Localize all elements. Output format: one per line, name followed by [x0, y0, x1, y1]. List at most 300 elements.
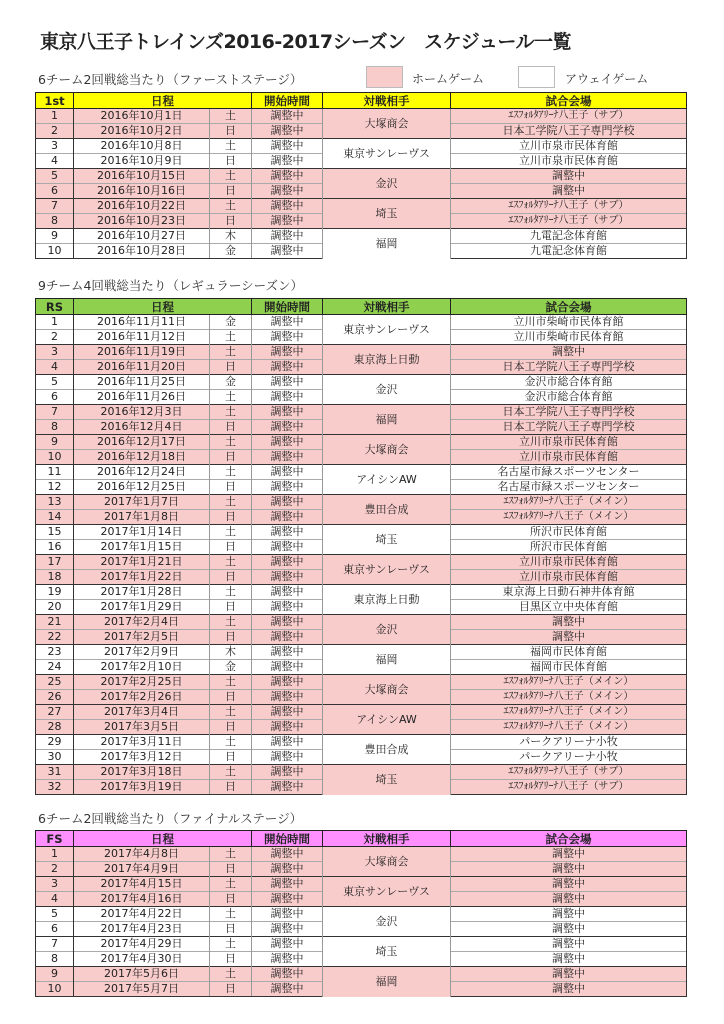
game-opponent: 埼玉	[323, 765, 451, 795]
game-opponent: アイシンAW	[323, 465, 451, 495]
header-opponent: 対戦相手	[323, 831, 451, 847]
table-row	[36, 877, 687, 892]
game-opponent: 東京サンレーヴス	[323, 555, 451, 585]
game-date: 2017年5月7日	[74, 982, 210, 997]
game-start-time: 調整中	[252, 660, 323, 675]
table-row	[36, 139, 687, 154]
game-weekday: 日	[210, 184, 252, 199]
game-opponent: 大塚商会	[323, 435, 451, 465]
header-row	[36, 93, 687, 109]
game-number: 12	[36, 480, 74, 495]
game-venue: 立川市泉市民体育館	[451, 555, 687, 570]
game-start-time: 調整中	[252, 450, 323, 465]
game-weekday: 日	[210, 360, 252, 375]
game-venue: 調整中	[451, 630, 687, 645]
section-label-regular-season: 9チーム4回戦総当たり（レギュラーシーズン）	[38, 278, 304, 293]
section-label-final-stage: 6チーム2回戦総当たり（ファイナルステージ）	[38, 811, 303, 826]
header-opponent: 対戦相手	[323, 299, 451, 315]
game-number: 15	[36, 525, 74, 540]
game-weekday: 木	[210, 645, 252, 660]
game-start-time: 調整中	[252, 510, 323, 525]
game-number: 7	[36, 405, 74, 420]
game-weekday: 日	[210, 480, 252, 495]
game-start-time: 調整中	[252, 952, 323, 967]
table-row	[36, 555, 687, 570]
game-weekday: 金	[210, 660, 252, 675]
game-venue: 福岡市民体育館	[451, 645, 687, 660]
game-date: 2016年10月22日	[74, 199, 210, 214]
game-date: 2016年10月2日	[74, 124, 210, 139]
game-opponent: 福岡	[323, 229, 451, 259]
game-number: 17	[36, 555, 74, 570]
game-number: 4	[36, 892, 74, 907]
game-date: 2017年1月14日	[74, 525, 210, 540]
game-start-time: 調整中	[252, 750, 323, 765]
header-venue: 試合会場	[451, 93, 687, 109]
game-date: 2016年11月20日	[74, 360, 210, 375]
game-date: 2017年3月12日	[74, 750, 210, 765]
table-row	[36, 967, 687, 982]
game-number: 9	[36, 229, 74, 244]
game-start-time: 調整中	[252, 525, 323, 540]
table-row	[36, 765, 687, 780]
game-date: 2017年1月15日	[74, 540, 210, 555]
game-start-time: 調整中	[252, 495, 323, 510]
game-venue: ｴｽﾌｫﾙﾀｱﾘｰﾅ八王子（サブ）	[451, 765, 687, 780]
table-row	[36, 735, 687, 750]
game-start-time: 調整中	[252, 555, 323, 570]
header-venue: 試合会場	[451, 299, 687, 315]
game-date: 2016年11月11日	[74, 315, 210, 330]
game-date: 2016年11月12日	[74, 330, 210, 345]
game-date: 2017年2月25日	[74, 675, 210, 690]
game-weekday: 土	[210, 109, 252, 124]
game-start-time: 調整中	[252, 877, 323, 892]
game-start-time: 調整中	[252, 465, 323, 480]
header-section-code: FS	[36, 831, 74, 847]
game-date: 2017年4月8日	[74, 847, 210, 862]
game-start-time: 調整中	[252, 540, 323, 555]
game-number: 27	[36, 705, 74, 720]
game-number: 8	[36, 420, 74, 435]
game-date: 2016年11月19日	[74, 345, 210, 360]
game-start-time: 調整中	[252, 982, 323, 997]
table-row	[36, 345, 687, 360]
game-venue: 調整中	[451, 877, 687, 892]
game-number: 18	[36, 570, 74, 585]
game-number: 24	[36, 660, 74, 675]
game-date: 2017年2月9日	[74, 645, 210, 660]
game-weekday: 日	[210, 214, 252, 229]
game-number: 4	[36, 360, 74, 375]
game-number: 3	[36, 877, 74, 892]
final-stage-table	[35, 830, 687, 997]
game-opponent: 大塚商会	[323, 675, 451, 705]
table-row	[36, 435, 687, 450]
game-start-time: 調整中	[252, 862, 323, 877]
game-start-time: 調整中	[252, 390, 323, 405]
header-section-code: 1st	[36, 93, 74, 109]
game-opponent: 東京サンレーヴス	[323, 315, 451, 345]
game-venue: 調整中	[451, 615, 687, 630]
game-opponent: 大塚商会	[323, 847, 451, 877]
game-venue: 東京海上日動石神井体育館	[451, 585, 687, 600]
table-row	[36, 675, 687, 690]
game-venue: 九電記念体育館	[451, 229, 687, 244]
header-opponent: 対戦相手	[323, 93, 451, 109]
table-row	[36, 705, 687, 720]
game-venue: ｴｽﾌｫﾙﾀｱﾘｰﾅ八王子（メイン）	[451, 495, 687, 510]
game-weekday: 土	[210, 967, 252, 982]
game-weekday: 日	[210, 892, 252, 907]
game-date: 2017年1月28日	[74, 585, 210, 600]
game-weekday: 土	[210, 675, 252, 690]
game-start-time: 調整中	[252, 244, 323, 259]
game-date: 2016年10月15日	[74, 169, 210, 184]
game-venue: 所沢市民体育館	[451, 540, 687, 555]
game-opponent: 金沢	[323, 615, 451, 645]
game-venue: 日本工学院八王子専門学校	[451, 360, 687, 375]
game-start-time: 調整中	[252, 480, 323, 495]
game-start-time: 調整中	[252, 765, 323, 780]
table-row	[36, 465, 687, 480]
game-date: 2017年4月23日	[74, 922, 210, 937]
game-weekday: 土	[210, 937, 252, 952]
game-opponent: 埼玉	[323, 199, 451, 229]
game-weekday: 日	[210, 450, 252, 465]
game-date: 2016年12月24日	[74, 465, 210, 480]
game-number: 5	[36, 907, 74, 922]
game-date: 2017年4月22日	[74, 907, 210, 922]
game-venue: 日本工学院八王子専門学校	[451, 124, 687, 139]
game-number: 6	[36, 184, 74, 199]
game-date: 2016年12月4日	[74, 420, 210, 435]
game-venue: 調整中	[451, 967, 687, 982]
game-date: 2017年2月4日	[74, 615, 210, 630]
game-weekday: 土	[210, 585, 252, 600]
game-weekday: 土	[210, 465, 252, 480]
game-date: 2016年11月26日	[74, 390, 210, 405]
game-weekday: 土	[210, 877, 252, 892]
game-weekday: 土	[210, 495, 252, 510]
game-start-time: 調整中	[252, 600, 323, 615]
game-start-time: 調整中	[252, 630, 323, 645]
header-start-time: 開始時間	[252, 93, 323, 109]
game-opponent: 豊田合成	[323, 495, 451, 525]
game-weekday: 日	[210, 540, 252, 555]
game-venue: 調整中	[451, 922, 687, 937]
game-weekday: 日	[210, 154, 252, 169]
game-opponent: 埼玉	[323, 525, 451, 555]
game-date: 2016年10月8日	[74, 139, 210, 154]
game-venue: 名古屋市緑スポーツセンター	[451, 465, 687, 480]
table-row	[36, 315, 687, 330]
game-number: 20	[36, 600, 74, 615]
game-weekday: 日	[210, 982, 252, 997]
game-weekday: 土	[210, 555, 252, 570]
game-opponent: 東京海上日動	[323, 585, 451, 615]
table-row	[36, 199, 687, 214]
header-venue: 試合会場	[451, 831, 687, 847]
game-date: 2016年10月23日	[74, 214, 210, 229]
game-venue: 調整中	[451, 169, 687, 184]
game-date: 2017年4月30日	[74, 952, 210, 967]
game-start-time: 調整中	[252, 937, 323, 952]
game-weekday: 土	[210, 330, 252, 345]
game-venue: ｴｽﾌｫﾙﾀｱﾘｰﾅ八王子（サブ）	[451, 109, 687, 124]
game-number: 10	[36, 450, 74, 465]
game-date: 2017年1月21日	[74, 555, 210, 570]
table-row	[36, 615, 687, 630]
game-venue: 所沢市民体育館	[451, 525, 687, 540]
game-date: 2017年1月22日	[74, 570, 210, 585]
table-row	[36, 907, 687, 922]
game-start-time: 調整中	[252, 360, 323, 375]
regular-season-table	[35, 298, 687, 795]
game-start-time: 調整中	[252, 109, 323, 124]
game-date: 2017年3月5日	[74, 720, 210, 735]
game-start-time: 調整中	[252, 330, 323, 345]
game-weekday: 土	[210, 139, 252, 154]
game-weekday: 金	[210, 315, 252, 330]
table-row	[36, 169, 687, 184]
game-number: 31	[36, 765, 74, 780]
game-number: 19	[36, 585, 74, 600]
game-start-time: 調整中	[252, 735, 323, 750]
game-start-time: 調整中	[252, 720, 323, 735]
game-weekday: 土	[210, 907, 252, 922]
game-number: 10	[36, 982, 74, 997]
game-start-time: 調整中	[252, 229, 323, 244]
game-venue: 立川市泉市民体育館	[451, 435, 687, 450]
game-number: 7	[36, 199, 74, 214]
game-number: 7	[36, 937, 74, 952]
game-date: 2017年4月16日	[74, 892, 210, 907]
game-date: 2016年10月9日	[74, 154, 210, 169]
game-date: 2016年11月25日	[74, 375, 210, 390]
game-number: 5	[36, 169, 74, 184]
game-venue: 立川市泉市民体育館	[451, 139, 687, 154]
legend-home-swatch	[366, 66, 403, 88]
table-row	[36, 495, 687, 510]
legend-away-swatch	[518, 66, 555, 88]
game-weekday: 土	[210, 199, 252, 214]
game-venue: パークアリーナ小牧	[451, 750, 687, 765]
game-weekday: 日	[210, 720, 252, 735]
game-opponent: アイシンAW	[323, 705, 451, 735]
table-row	[36, 585, 687, 600]
game-opponent: 福岡	[323, 405, 451, 435]
game-number: 8	[36, 952, 74, 967]
header-row	[36, 299, 687, 315]
game-weekday: 日	[210, 420, 252, 435]
game-weekday: 土	[210, 390, 252, 405]
game-start-time: 調整中	[252, 585, 323, 600]
game-date: 2017年4月29日	[74, 937, 210, 952]
table-row	[36, 937, 687, 952]
header-date: 日程	[74, 831, 252, 847]
game-start-time: 調整中	[252, 139, 323, 154]
game-date: 2017年3月19日	[74, 780, 210, 795]
game-number: 6	[36, 390, 74, 405]
game-number: 32	[36, 780, 74, 795]
game-number: 1	[36, 847, 74, 862]
game-number: 8	[36, 214, 74, 229]
game-weekday: 日	[210, 510, 252, 525]
header-date: 日程	[74, 299, 252, 315]
game-date: 2016年10月16日	[74, 184, 210, 199]
header-start-time: 開始時間	[252, 831, 323, 847]
game-date: 2016年12月17日	[74, 435, 210, 450]
game-opponent: 福岡	[323, 967, 451, 997]
game-weekday: 日	[210, 690, 252, 705]
game-date: 2016年10月27日	[74, 229, 210, 244]
game-opponent: 金沢	[323, 375, 451, 405]
game-weekday: 日	[210, 600, 252, 615]
game-venue: 調整中	[451, 907, 687, 922]
game-start-time: 調整中	[252, 154, 323, 169]
game-date: 2017年3月18日	[74, 765, 210, 780]
game-number: 5	[36, 375, 74, 390]
game-start-time: 調整中	[252, 345, 323, 360]
game-weekday: 日	[210, 124, 252, 139]
game-opponent: 金沢	[323, 907, 451, 937]
game-number: 6	[36, 922, 74, 937]
game-weekday: 土	[210, 405, 252, 420]
game-weekday: 土	[210, 345, 252, 360]
game-number: 9	[36, 435, 74, 450]
game-venue: 目黒区立中央体育館	[451, 600, 687, 615]
game-start-time: 調整中	[252, 420, 323, 435]
game-start-time: 調整中	[252, 435, 323, 450]
section-label-first-stage: 6チーム2回戦総当たり（ファーストステージ）	[38, 72, 303, 87]
game-venue: 日本工学院八王子専門学校	[451, 405, 687, 420]
game-number: 11	[36, 465, 74, 480]
game-venue: 金沢市総合体育館	[451, 375, 687, 390]
game-weekday: 金	[210, 244, 252, 259]
game-start-time: 調整中	[252, 570, 323, 585]
table-row	[36, 405, 687, 420]
game-start-time: 調整中	[252, 967, 323, 982]
game-date: 2017年5月6日	[74, 967, 210, 982]
game-date: 2017年4月9日	[74, 862, 210, 877]
game-weekday: 木	[210, 229, 252, 244]
game-number: 2	[36, 124, 74, 139]
table-row	[36, 375, 687, 390]
game-venue: 調整中	[451, 184, 687, 199]
page-title: 東京八王子トレインズ2016-2017シーズン スケジュール一覧	[40, 31, 572, 53]
game-weekday: 土	[210, 435, 252, 450]
game-venue: ｴｽﾌｫﾙﾀｱﾘｰﾅ八王子（メイン）	[451, 720, 687, 735]
game-venue: 金沢市総合体育館	[451, 390, 687, 405]
game-date: 2017年2月5日	[74, 630, 210, 645]
game-venue: 調整中	[451, 892, 687, 907]
game-weekday: 土	[210, 705, 252, 720]
game-date: 2017年1月8日	[74, 510, 210, 525]
game-start-time: 調整中	[252, 184, 323, 199]
game-start-time: 調整中	[252, 645, 323, 660]
game-start-time: 調整中	[252, 675, 323, 690]
game-venue: 立川市泉市民体育館	[451, 570, 687, 585]
game-start-time: 調整中	[252, 169, 323, 184]
game-number: 2	[36, 862, 74, 877]
header-date: 日程	[74, 93, 252, 109]
game-venue: 立川市泉市民体育館	[451, 154, 687, 169]
game-weekday: 日	[210, 630, 252, 645]
game-start-time: 調整中	[252, 892, 323, 907]
game-venue: ｴｽﾌｫﾙﾀｱﾘｰﾅ八王子（サブ）	[451, 780, 687, 795]
game-venue: 調整中	[451, 982, 687, 997]
game-venue: 立川市柴崎市民体育館	[451, 315, 687, 330]
game-start-time: 調整中	[252, 199, 323, 214]
game-number: 3	[36, 139, 74, 154]
game-opponent: 大塚商会	[323, 109, 451, 139]
game-weekday: 金	[210, 375, 252, 390]
game-venue: 名古屋市緑スポーツセンター	[451, 480, 687, 495]
game-number: 28	[36, 720, 74, 735]
game-start-time: 調整中	[252, 690, 323, 705]
game-weekday: 日	[210, 780, 252, 795]
game-number: 25	[36, 675, 74, 690]
game-date: 2016年12月18日	[74, 450, 210, 465]
table-row	[36, 525, 687, 540]
game-weekday: 土	[210, 735, 252, 750]
game-number: 26	[36, 690, 74, 705]
game-number: 13	[36, 495, 74, 510]
game-weekday: 土	[210, 525, 252, 540]
game-weekday: 日	[210, 750, 252, 765]
game-start-time: 調整中	[252, 922, 323, 937]
game-venue: 調整中	[451, 952, 687, 967]
game-number: 3	[36, 345, 74, 360]
game-venue: 日本工学院八王子専門学校	[451, 420, 687, 435]
game-venue: ｴｽﾌｫﾙﾀｱﾘｰﾅ八王子（メイン）	[451, 510, 687, 525]
table-row	[36, 229, 687, 244]
game-start-time: 調整中	[252, 847, 323, 862]
game-number: 14	[36, 510, 74, 525]
table-row	[36, 847, 687, 862]
game-number: 23	[36, 645, 74, 660]
game-date: 2016年12月25日	[74, 480, 210, 495]
game-weekday: 日	[210, 922, 252, 937]
game-venue: 調整中	[451, 345, 687, 360]
game-weekday: 土	[210, 847, 252, 862]
game-weekday: 土	[210, 615, 252, 630]
game-start-time: 調整中	[252, 907, 323, 922]
table-row	[36, 109, 687, 124]
game-weekday: 日	[210, 952, 252, 967]
game-venue: 立川市泉市民体育館	[451, 450, 687, 465]
game-venue: 立川市柴崎市民体育館	[451, 330, 687, 345]
game-opponent: 豊田合成	[323, 735, 451, 765]
game-number: 10	[36, 244, 74, 259]
game-weekday: 土	[210, 169, 252, 184]
game-number: 9	[36, 967, 74, 982]
game-weekday: 日	[210, 570, 252, 585]
game-weekday: 土	[210, 765, 252, 780]
game-venue: 九電記念体育館	[451, 244, 687, 259]
game-start-time: 調整中	[252, 214, 323, 229]
game-weekday: 日	[210, 862, 252, 877]
game-date: 2017年3月4日	[74, 705, 210, 720]
game-start-time: 調整中	[252, 315, 323, 330]
game-number: 16	[36, 540, 74, 555]
game-venue: ｴｽﾌｫﾙﾀｱﾘｰﾅ八王子（メイン）	[451, 690, 687, 705]
game-venue: ｴｽﾌｫﾙﾀｱﾘｰﾅ八王子（サブ）	[451, 214, 687, 229]
legend-away-label: アウェイゲーム	[565, 72, 649, 86]
game-opponent: 埼玉	[323, 937, 451, 967]
game-number: 29	[36, 735, 74, 750]
